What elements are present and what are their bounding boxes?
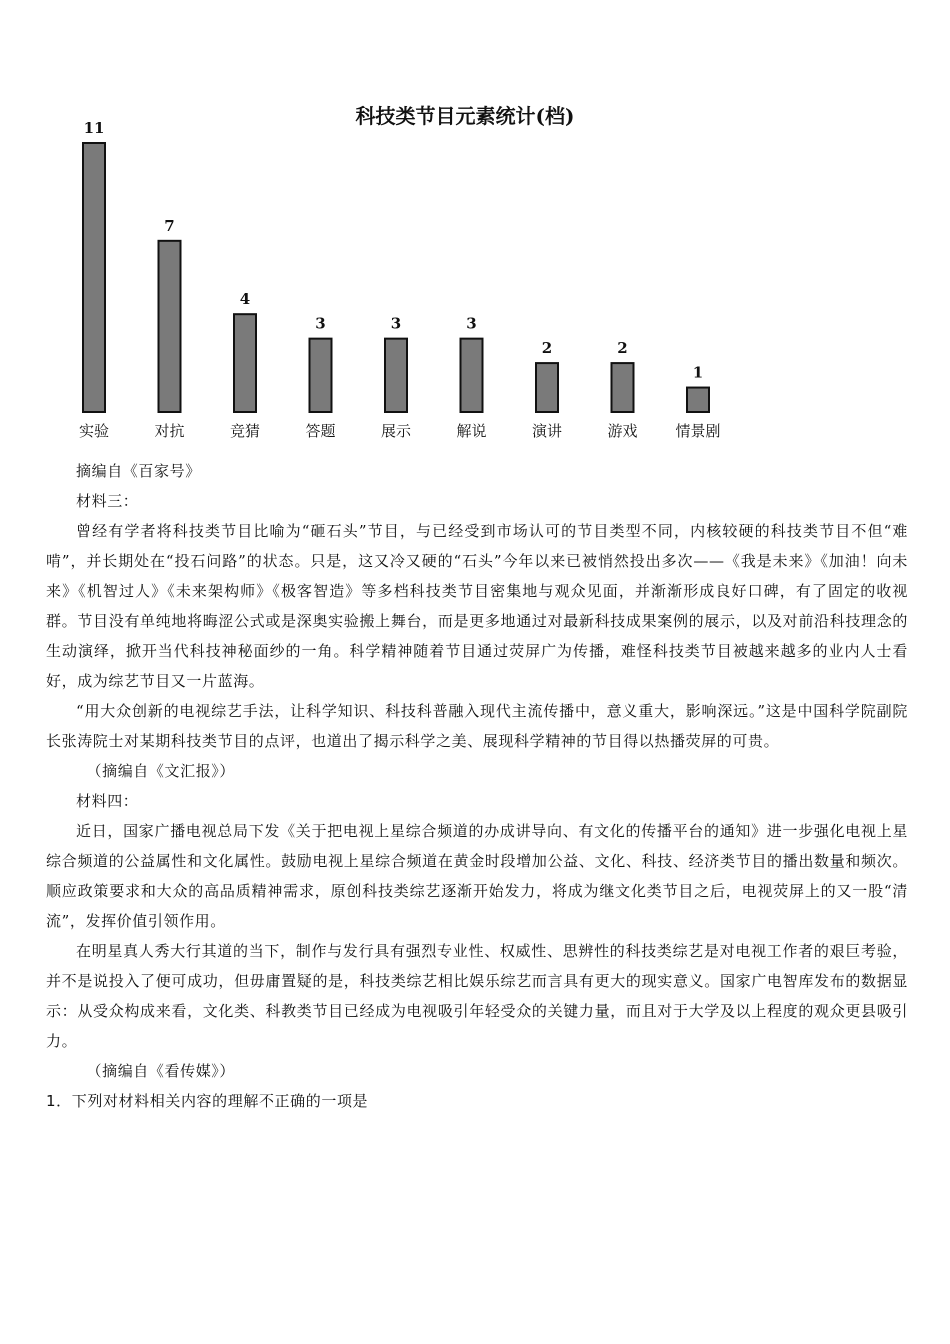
category-label-6: 解说 bbox=[456, 422, 487, 440]
value-label-9: 1 bbox=[692, 363, 704, 382]
value-label-1: 11 bbox=[83, 119, 105, 137]
bar-3 bbox=[234, 314, 256, 412]
value-label-8: 2 bbox=[617, 339, 628, 358]
bar-1 bbox=[83, 143, 105, 412]
value-label-5: 3 bbox=[390, 314, 402, 333]
material-4-paragraph-1: 近日，国家广播电视总局下发《关于把电视上星综合频道的办成讲导向、有文化的传播平台的通知》进一步强化电视上星综合频道的公益属性和文化属性。鼓励电视上星综合频道在黄金时段增加公益、文化、科技、经济类节目的播出数量和频次。顺应政策要求和大众的高品质精神需求，原创科技类综艺逐渐开始发力，将成为继文化类节目之后，电视荧屏上的又一股“清流”，发挥价值引领作用。 bbox=[46, 822, 908, 930]
value-label-6: 3 bbox=[466, 314, 477, 333]
category-label-5: 展示 bbox=[380, 422, 412, 440]
source-citation-1: 摘编自《百家号》 bbox=[76, 462, 201, 480]
category-label-9: 情景剧 bbox=[675, 422, 721, 440]
bar-2 bbox=[159, 241, 181, 412]
category-label-8: 游戏 bbox=[607, 422, 638, 440]
value-label-3: 4 bbox=[239, 290, 251, 309]
category-label-1: 实验 bbox=[78, 422, 110, 440]
category-label-2: 对抗 bbox=[154, 422, 185, 440]
bar-4 bbox=[310, 339, 332, 412]
bar-8 bbox=[612, 363, 634, 412]
category-label-3: 竞猜 bbox=[229, 422, 261, 440]
bar-group bbox=[79, 119, 721, 440]
category-label-4: 答题 bbox=[305, 422, 336, 440]
value-label-7: 2 bbox=[541, 339, 553, 358]
category-label-7: 演讲 bbox=[531, 422, 563, 440]
question-1: 1．下列对材料相关内容的理解不正确的一项是 bbox=[46, 1092, 369, 1110]
value-label-4: 3 bbox=[315, 314, 326, 333]
bar-6 bbox=[461, 339, 483, 412]
material-4-heading: 材料四： bbox=[76, 792, 139, 810]
material-3-paragraph-1: 曾经有学者将科技类节目比喻为“砸石头”节目，与已经受到市场认可的节目类型不同，内核较硬的科技类节目不但“难啃”，并长期处在“投石问路”的状态。只是，这又冷又硬的“石头”今年以来已被悄然投出多次——《我是未来》《加油！向未来》《机智过人》《未来架构师》《极客智造》等多档科技类节目密集地与观众见面，并渐渐形成良好口碑，有了固定的收视群。节目没有单纯地将晦涩公式或是深奥实验搬上舞台，而是更多地通过对最新科技成果案例的展示，以及对前沿科技理念的生动演绎，掀开当代科技神秘面纱的一角。科学精神随着节目通过荧屏广为传播，难怪科技类节目被越来越多的业内人士看好，成为综艺节目又一片蓝海。 bbox=[46, 522, 908, 690]
source-citation-3: （摘编自《看传媒》） bbox=[86, 1062, 236, 1080]
bar-chart bbox=[60, 95, 760, 450]
value-label-2: 7 bbox=[164, 216, 175, 235]
bar-5 bbox=[385, 339, 407, 412]
material-4-paragraph-2: 在明星真人秀大行其道的当下，制作与发行具有强烈专业性、权威性、思辨性的科技类综艺是对电视工作者的艰巨考验，并不是说投入了便可成功，但毋庸置疑的是，科技类综艺相比娱乐综艺而言具有更大的现实意义。国家广电智库发布的数据显示：从受众构成来看，文化类、科教类节目已经成为电视吸引年轻受众的关键力量，而且对于大学及以上程度的观众更县吸引力。 bbox=[46, 942, 908, 1050]
bar-9 bbox=[687, 388, 709, 412]
material-3-paragraph-2: “用大众创新的电视综艺手法，让科学知识、科技科普融入现代主流传播中，意义重大，影响深远。”这是中国科学院副院长张涛院士对某期科技类节目的点评，也道出了揭示科学之美、展现科学精神的节目得以热播荧屏的可贵。 bbox=[46, 702, 908, 750]
chart-title: 科技类节目元素统计(档) bbox=[355, 104, 575, 128]
bar-7 bbox=[536, 363, 558, 412]
source-citation-2: （摘编自《文汇报》） bbox=[86, 762, 236, 780]
document-body bbox=[46, 456, 908, 1116]
material-3-heading: 材料三： bbox=[76, 492, 139, 510]
